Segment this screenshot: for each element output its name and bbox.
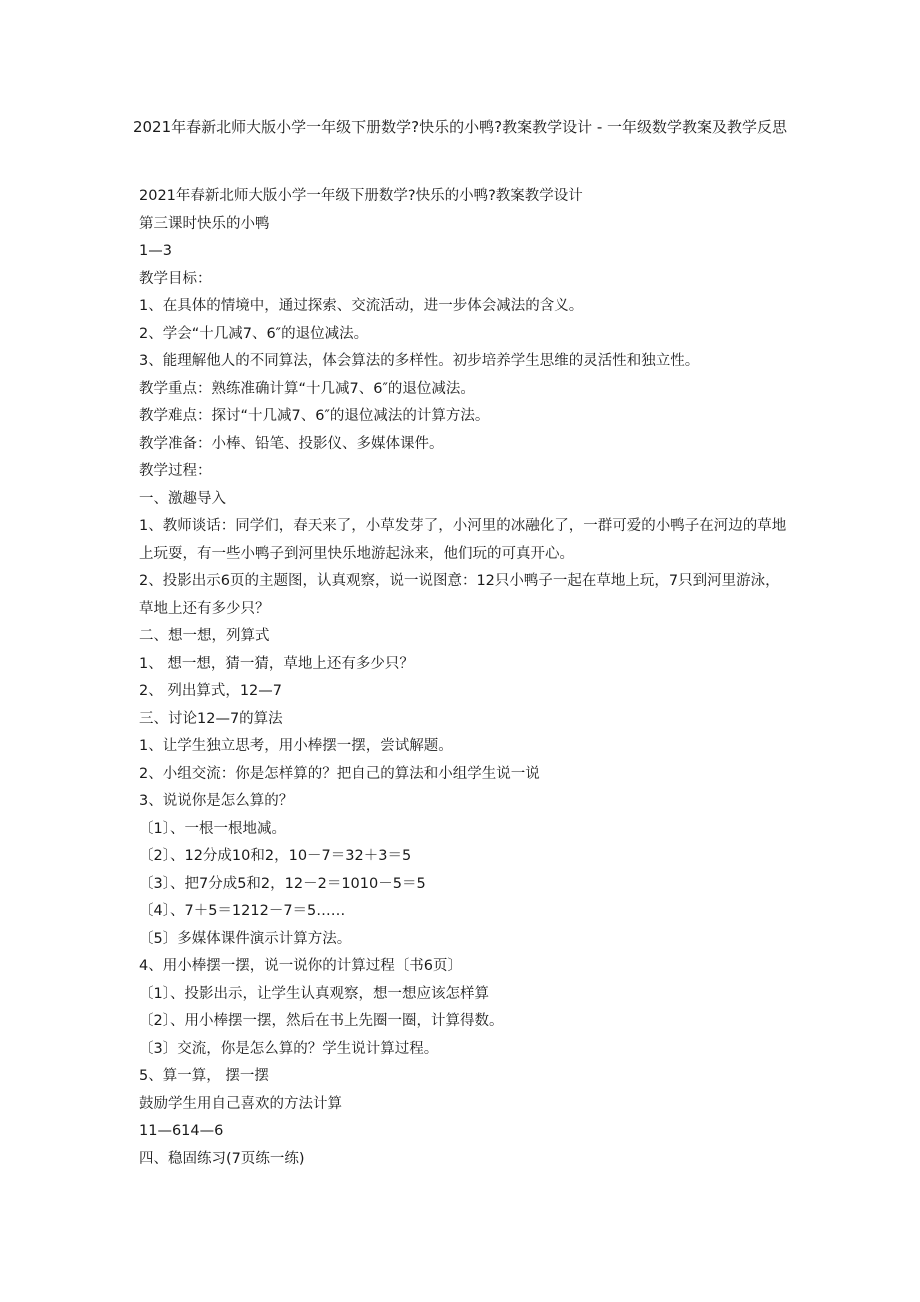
text-line: 教学准备：小棒、铅笔、投影仪、多媒体课件。	[139, 435, 444, 452]
text-line: 1、在具体的情境中，通过探索、交流活动，进一步体会减法的含义。	[139, 298, 584, 314]
text-line: 3、能理解他人的不同算法，体会算法的多样性。初步培养学生思维的灵活性和独立性。	[139, 353, 700, 369]
text-line: 11—614—6	[139, 1123, 224, 1139]
text-line: 2021年春新北师大版小学一年级下册数学?快乐的小鸭?教案教学设计	[139, 188, 583, 204]
text-line: 5、算一算， 摆一摆	[139, 1068, 269, 1084]
document-title: 2021年春新北师大版小学一年级下册数学?快乐的小鸭?教案教学设计 - 一年级数学教案及教学反思	[132, 118, 788, 136]
text-line: 2、学会“十几减7、6″的退位减法。	[139, 325, 369, 342]
text-line: 〔3〕、把7分成5和2，12－2＝1010－5＝5	[139, 875, 426, 892]
text-line: 教学目标：	[139, 270, 212, 287]
text-line: 第三课时快乐的小鸭	[139, 215, 270, 232]
text-line: 1—3	[139, 243, 172, 259]
text-line: 〔2〕、用小棒摆一摆，然后在书上先圈一圈，计算得数。	[139, 1013, 504, 1029]
text-line: 4、用小棒摆一摆，说一说你的计算过程〔书6页〕	[139, 958, 462, 974]
text-line: 教学重点：熟练准确计算“十几减7、6″的退位减法。	[139, 380, 475, 397]
text-line: 四、稳固练习(7页练一练)	[139, 1150, 305, 1167]
text-line: 〔5〕多媒体课件演示计算方法。	[139, 930, 352, 947]
text-line: 1、让学生独立思考，用小棒摆一摆，尝试解题。	[139, 738, 453, 754]
text-line: 〔4〕、7＋5＝1212－7＝5……	[139, 903, 346, 919]
text-line: 鼓励学生用自己喜欢的方法计算	[139, 1095, 342, 1112]
text-line: 〔2〕、12分成10和2，10－7＝32＋3＝5	[139, 848, 412, 864]
text-line: 教学过程：	[139, 463, 212, 479]
paragraph: 1、教师谈话：同学们，春天来了，小草发芽了，小河里的冰融化了，一群可爱的小鸭子在河边的草地上玩耍，有一些小鸭子到河里快乐地游起泳来，他们玩的可真开心。	[139, 518, 787, 562]
text-line: 2、小组交流：你是怎样算的？把自己的算法和小组学生说一说	[139, 765, 540, 782]
document-body	[139, 183, 789, 1173]
text-line: 〔1〕、一根一根地减。	[139, 820, 286, 837]
text-line: 3、说说你是怎么算的？	[139, 793, 294, 809]
text-line: 一、激趣导入	[139, 490, 226, 507]
text-line: 教学难点：探讨“十几减7、6″的退位减法的计算方法。	[139, 408, 490, 424]
text-line: 2、 列出算式，12—7	[139, 683, 283, 699]
text-line: 〔1〕、投影出示，让学生认真观察，想一想应该怎样算	[139, 985, 489, 1002]
text-line: 1、 想一想，猜一猜，草地上还有多少只？	[139, 655, 414, 672]
text-line: 〔3〕交流，你是怎么算的？学生说计算过程。	[139, 1040, 439, 1057]
paragraph: 2、投影出示6页的主题图，认真观察，说一说图意：12只小鸭子一起在草地上玩，7只到河里游泳，草地上还有多少只？	[139, 573, 780, 617]
text-line: 三、讨论12—7的算法	[139, 710, 283, 727]
text-line: 二、想一想，列算式	[139, 628, 270, 644]
